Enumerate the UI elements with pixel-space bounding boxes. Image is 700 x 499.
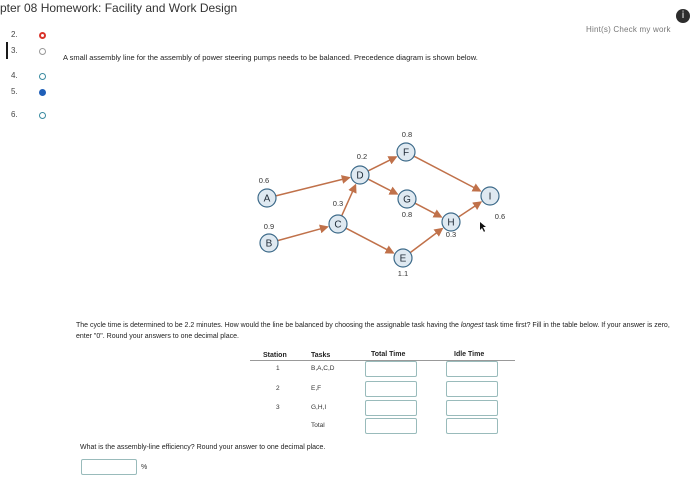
question-text: A small assembly line for the assembly of power steering pumps needs to be balanced. Precedence diagram is shown below. (63, 53, 478, 62)
total-time-input[interactable] (365, 400, 417, 416)
task-time-label: 0.3 (332, 199, 344, 208)
question-nav-item[interactable] (0, 108, 62, 124)
cycle-text-emphasis: longest (460, 322, 484, 329)
station-tasks: B,A,C,D (311, 365, 335, 372)
precedence-arrow (415, 203, 441, 217)
status-dot-icon (39, 89, 46, 96)
header-station: Station (263, 352, 287, 359)
task-label: H (447, 217, 455, 229)
total-time-input[interactable] (365, 418, 417, 434)
task-time-label: 0.2 (356, 152, 368, 161)
header-total-time: Total Time (371, 351, 406, 358)
status-dot-icon (39, 73, 46, 80)
task-time-label: 0.6 (494, 212, 506, 221)
task-time-label: 0.9 (263, 222, 275, 231)
precedence-arrow (278, 227, 328, 241)
idle-time-input[interactable] (446, 400, 498, 416)
status-dot-icon (39, 48, 46, 55)
percent-unit: % (141, 464, 148, 471)
question-nav-item[interactable] (0, 44, 62, 60)
active-indicator (6, 42, 8, 59)
question-nav (0, 24, 62, 124)
efficiency-input[interactable] (81, 459, 137, 475)
question-number: 6. (11, 110, 18, 119)
idle-time-input[interactable] (446, 361, 498, 377)
total-label: Total (311, 422, 325, 429)
precedence-arrow (414, 156, 480, 191)
question-number: 2. (11, 30, 18, 39)
precedence-diagram (250, 125, 530, 285)
precedence-arrow (458, 202, 480, 217)
status-dot-icon (39, 112, 46, 119)
task-label: C (334, 219, 342, 231)
idle-time-input[interactable] (446, 418, 498, 434)
question-nav-item[interactable] (0, 85, 62, 101)
task-time-label: 1.1 (397, 269, 409, 278)
idle-time-input[interactable] (446, 381, 498, 397)
efficiency-question: What is the assembly-line efficiency? Round your answer to one decimal place. (80, 444, 326, 451)
precedence-arrow (276, 178, 350, 196)
task-label: E (399, 253, 407, 265)
precedence-arrow (342, 185, 356, 216)
task-label: D (356, 170, 364, 182)
precedence-arrow (368, 157, 396, 171)
task-label: F (402, 147, 410, 159)
page-title: pter 08 Homework: Facility and Work Design (0, 1, 238, 15)
task-label: I (488, 191, 492, 203)
status-dot-icon (39, 32, 46, 39)
station-number: 1 (276, 365, 280, 372)
top-bar (0, 0, 700, 20)
total-time-input[interactable] (365, 381, 417, 397)
question-nav-item[interactable] (0, 69, 62, 85)
mouse-cursor-icon (480, 222, 486, 232)
task-time-label: 0.3 (445, 230, 457, 239)
info-icon[interactable]: i (676, 9, 690, 23)
precedence-arrow (410, 229, 442, 253)
precedence-arrow (368, 179, 397, 194)
station-number: 2 (276, 385, 280, 392)
task-label: A (263, 193, 271, 205)
station-number: 3 (276, 404, 280, 411)
station-tasks: G,H,I (311, 404, 327, 411)
task-label: B (265, 238, 273, 250)
cycle-instructions (76, 320, 676, 342)
task-label: G (403, 194, 411, 206)
header-tasks: Tasks (311, 352, 331, 359)
precedence-arrow (346, 228, 393, 253)
task-time-label: 0.8 (401, 210, 413, 219)
cycle-text-part2: task time first? Fill in the table below. If your answer is zero, enter "0". Round your answers to one decimal place. (76, 322, 670, 340)
question-nav-item[interactable] (0, 28, 62, 44)
station-tasks: E,F (311, 385, 322, 392)
total-time-input[interactable] (365, 361, 417, 377)
question-number: 4. (11, 71, 18, 80)
task-time-label: 0.8 (401, 130, 413, 139)
cycle-text-part1: The cycle time is determined to be 2.2 minutes. How would the line be balanced by choosing the assignable task having the (76, 322, 461, 329)
question-number: 3. (11, 46, 18, 55)
question-number: 5. (11, 87, 18, 96)
header-idle-time: Idle Time (454, 351, 485, 358)
hint-check-links[interactable]: Hint(s) Check my work (586, 25, 671, 34)
task-time-label: 0.6 (258, 176, 270, 185)
